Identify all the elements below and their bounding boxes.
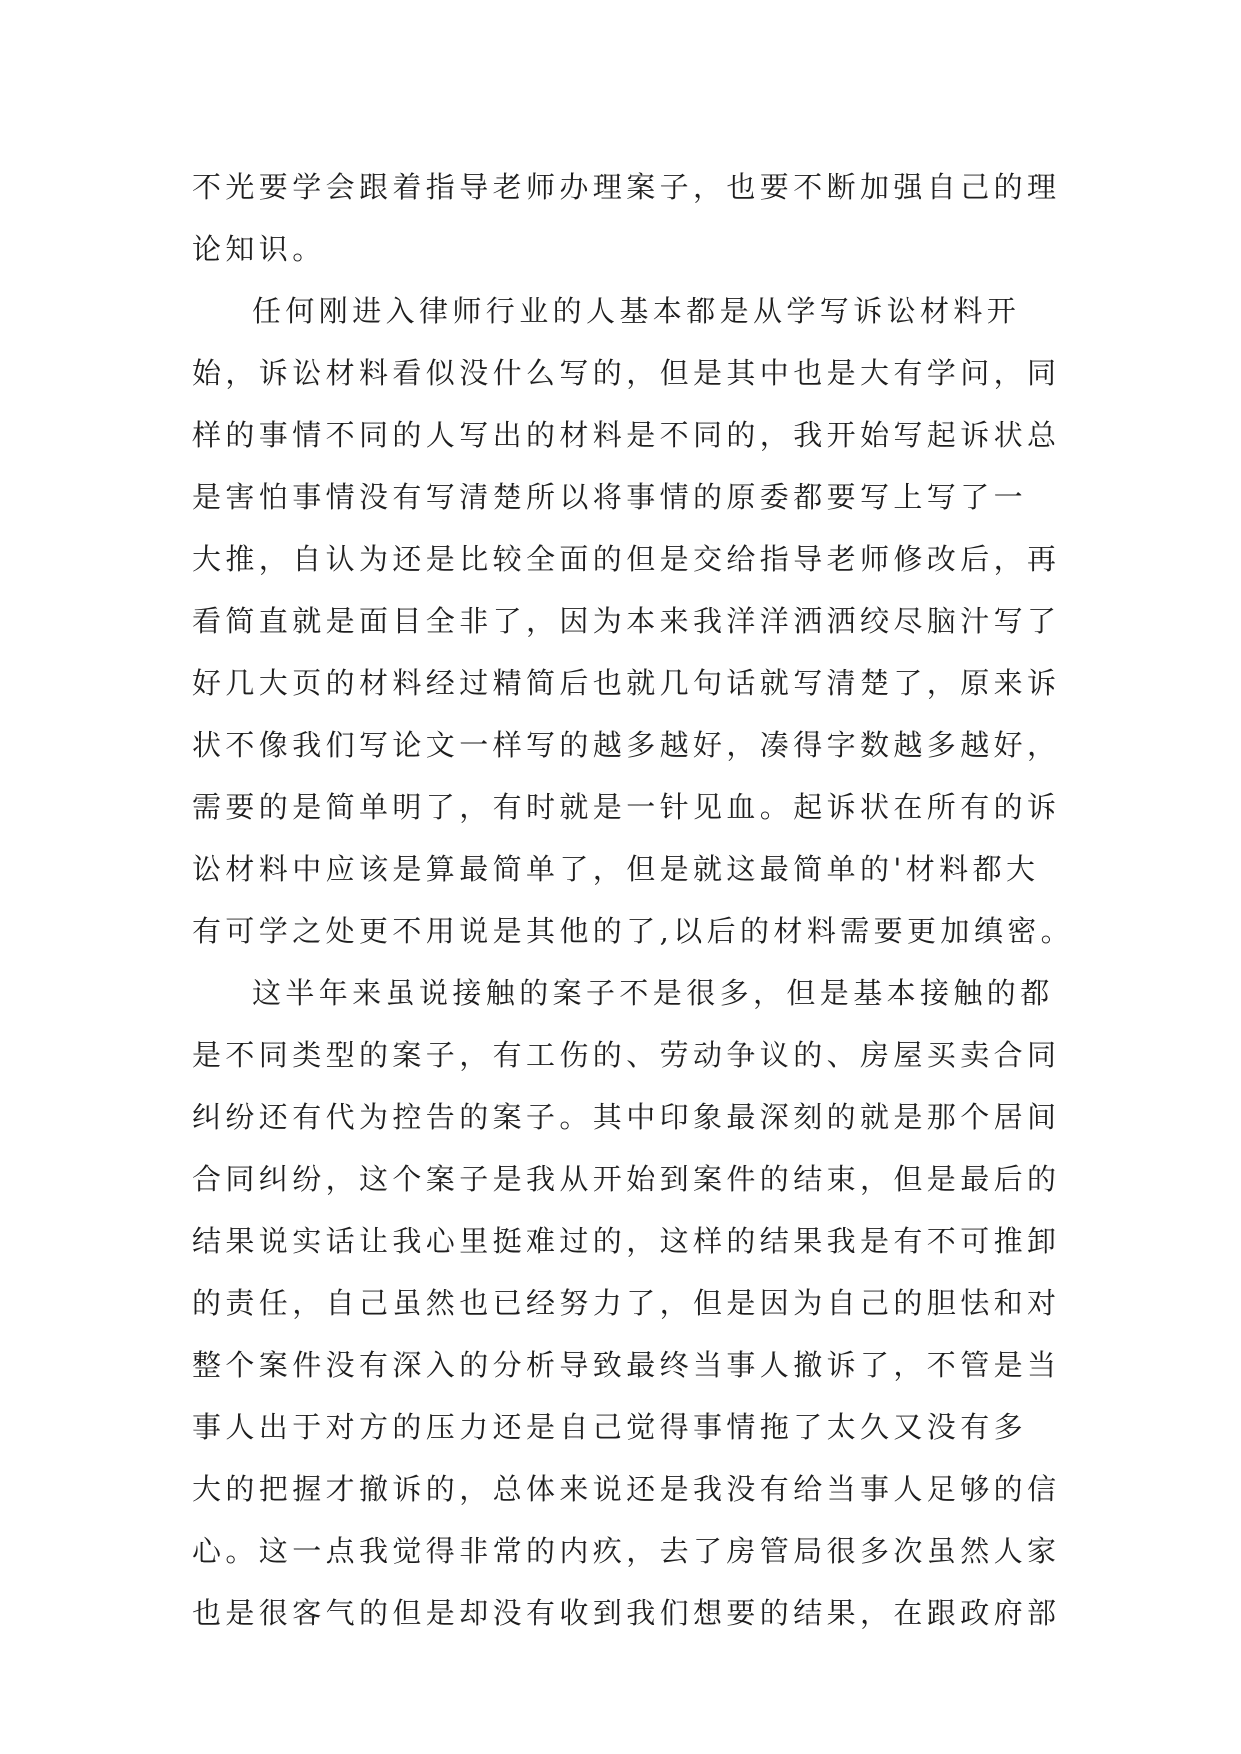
text-line: 需要的是简单明了，有时就是一针见血。起诉状在所有的诉 [192, 790, 1061, 824]
text-line: 不光要学会跟着指导老师办理案子，也要不断加强自己的理 [192, 170, 1061, 204]
text-line: 大的把握才撤诉的，总体来说还是我没有给当事人足够的信 [192, 1472, 1061, 1506]
text-line: 好几大页的材料经过精简后也就几句话就写清楚了，原来诉 [192, 666, 1061, 700]
text-line: 纠纷还有代为控告的案子。其中印象最深刻的就是那个居间 [192, 1100, 1061, 1134]
text-line: 始，诉讼材料看似没什么写的，但是其中也是大有学问，同 [192, 356, 1061, 390]
text-line: 事人出于对方的压力还是自己觉得事情拖了太久又没有多 [192, 1410, 1028, 1444]
paragraph-start-line: 任何刚进入律师行业的人基本都是从学写诉讼材料开 [252, 294, 1021, 328]
text-line: 的责任，自己虽然也已经努力了，但是因为自己的胆怯和对 [192, 1286, 1061, 1320]
text-line: 合同纠纷，这个案子是我从开始到案件的结束，但是最后的 [192, 1162, 1061, 1196]
text-line: 有可学之处更不用说是其他的了,以后的材料需要更加缜密。 [192, 914, 1075, 948]
text-line: 大推，自认为还是比较全面的但是交给指导老师修改后，再 [192, 542, 1061, 576]
text-line: 结果说实话让我心里挺难过的，这样的结果我是有不可推卸 [192, 1224, 1061, 1258]
text-line: 论知识。 [192, 232, 326, 266]
text-line: 讼材料中应该是算最简单了，但是就这最简单的'材料都大 [192, 852, 1040, 886]
text-line: 状不像我们写论文一样写的越多越好，凑得字数越多越好， [192, 728, 1061, 762]
text-line: 是不同类型的案子，有工伤的、劳动争议的、房屋买卖合同 [192, 1038, 1061, 1072]
text-line: 看简直就是面目全非了，因为本来我洋洋洒洒绞尽脑汁写了 [192, 604, 1061, 638]
text-line: 样的事情不同的人写出的材料是不同的，我开始写起诉状总 [192, 418, 1061, 452]
body-text [192, 156, 1075, 1644]
text-line: 也是很客气的但是却没有收到我们想要的结果，在跟政府部 [192, 1596, 1061, 1630]
text-line: 是害怕事情没有写清楚所以将事情的原委都要写上写了一 [192, 480, 1028, 514]
paragraph-start-line: 这半年来虽说接触的案子不是很多，但是基本接触的都 [252, 976, 1054, 1010]
text-line: 整个案件没有深入的分析导致最终当事人撤诉了，不管是当 [192, 1348, 1061, 1382]
text-line: 心。这一点我觉得非常的内疚，去了房管局很多次虽然人家 [192, 1534, 1061, 1568]
